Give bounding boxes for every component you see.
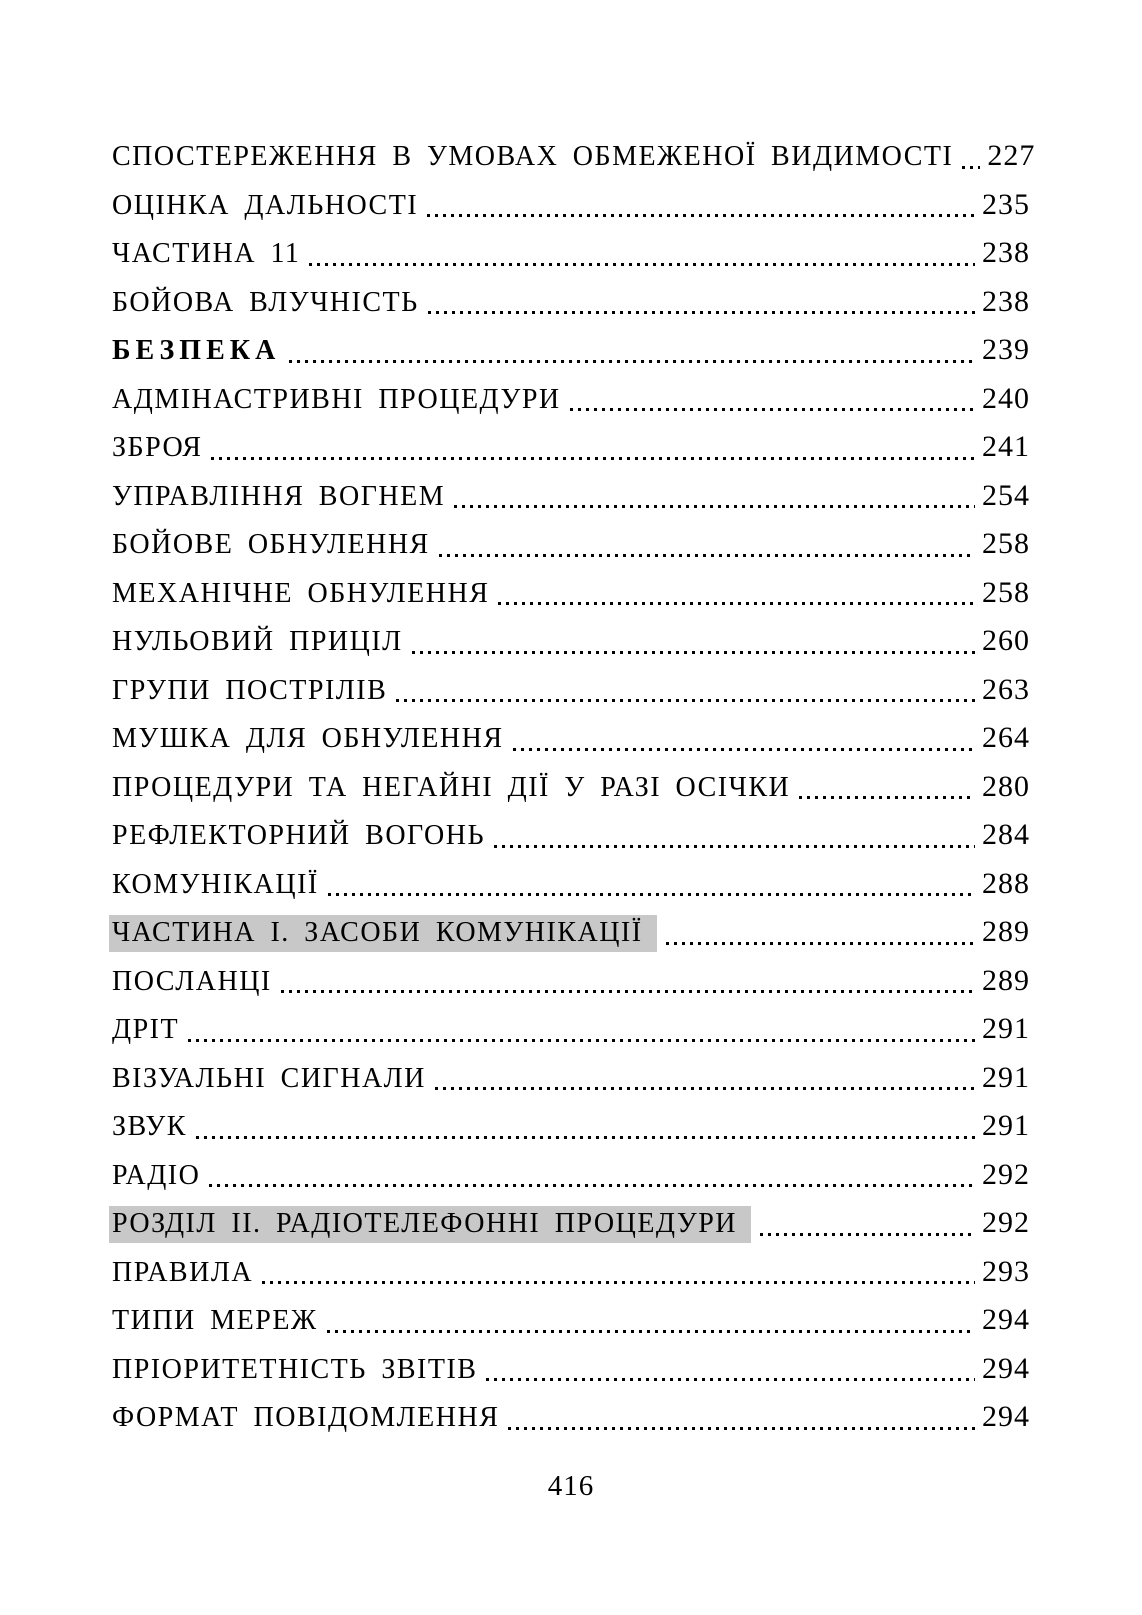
toc-entry-title: НУЛЬОВИЙ ПРИЦІЛ bbox=[112, 626, 403, 657]
toc-entry-title: ПРІОРИТЕТНІСТЬ ЗВІТІВ bbox=[112, 1353, 478, 1385]
toc-entry bbox=[112, 1157, 1030, 1206]
toc-entry-title: ЧАСТИНА І. ЗАСОБИ КОМУНІКАЦІЇ bbox=[109, 915, 657, 952]
toc-entry-title: БОЙОВА ВЛУЧНІСТЬ bbox=[112, 286, 419, 318]
dot-leader bbox=[498, 575, 975, 624]
toc-entry-page-number: 291 bbox=[982, 1109, 1030, 1142]
toc-entry-page-number: 280 bbox=[982, 769, 1030, 803]
dot-leader bbox=[570, 381, 975, 430]
toc-entry-page-number: 292 bbox=[982, 1206, 1030, 1239]
toc-entry bbox=[112, 235, 1030, 284]
toc-entry bbox=[112, 623, 1030, 672]
toc-entry-title: ПРАВИЛА bbox=[112, 1256, 254, 1288]
toc-entry-page-number: 241 bbox=[982, 430, 1030, 463]
dot-leader bbox=[327, 1302, 975, 1351]
dot-leader bbox=[428, 284, 975, 333]
toc-entry bbox=[112, 963, 1030, 1012]
dot-leader bbox=[289, 332, 975, 381]
toc-entry bbox=[112, 914, 1030, 963]
toc-entry bbox=[112, 332, 1030, 381]
dot-leader bbox=[209, 1157, 975, 1206]
toc-entry bbox=[112, 817, 1030, 866]
dot-leader bbox=[281, 963, 975, 1012]
toc-entry-title: ГРУПИ ПОСТРІЛІВ bbox=[112, 674, 388, 706]
toc-entry-title: МЕХАНІЧНЕ ОБНУЛЕННЯ bbox=[112, 577, 490, 609]
toc-entry bbox=[112, 1254, 1030, 1303]
toc-entry-page-number: 294 bbox=[982, 1400, 1030, 1433]
toc-entry bbox=[112, 672, 1030, 721]
toc-entry-title: ЗБРОЯ bbox=[112, 432, 203, 463]
dot-leader bbox=[396, 672, 975, 721]
dot-leader bbox=[412, 623, 975, 672]
toc-entry-page-number: 260 bbox=[982, 624, 1030, 657]
toc-entry bbox=[112, 1108, 1030, 1157]
toc-entry-title: СПОСТЕРЕЖЕННЯ В УМОВАХ ОБМЕЖЕНОЇ ВИДИМОСТІ bbox=[112, 141, 954, 172]
toc-entry-page-number: 227 bbox=[987, 139, 1036, 172]
toc-entry bbox=[112, 1351, 1030, 1400]
toc-entry-title: ДРІТ bbox=[112, 1014, 180, 1045]
toc-entry-title: БОЙОВЕ ОБНУЛЕННЯ bbox=[112, 529, 430, 560]
toc-entry bbox=[112, 1060, 1030, 1109]
dot-leader bbox=[486, 1351, 975, 1400]
toc-entry-title: ПРОЦЕДУРИ ТА НЕГАЙНІ ДІЇ У РАЗІ ОСІЧКИ bbox=[112, 771, 791, 803]
dot-leader bbox=[328, 866, 975, 915]
toc-entry-page-number: 263 bbox=[982, 672, 1030, 706]
toc-entry-page-number: 284 bbox=[982, 818, 1030, 851]
toc-entry bbox=[112, 720, 1030, 769]
dot-leader bbox=[309, 235, 975, 284]
toc-entry-page-number: 291 bbox=[982, 1060, 1030, 1094]
toc-entry-title: БЕЗПЕКА bbox=[112, 335, 281, 366]
toc-entry-title: ЗВУК bbox=[112, 1111, 187, 1142]
dot-leader bbox=[666, 914, 975, 963]
dot-leader bbox=[513, 720, 975, 769]
toc-entry bbox=[112, 575, 1030, 624]
toc-entry-page-number: 254 bbox=[982, 478, 1030, 512]
dot-leader bbox=[508, 1399, 975, 1448]
toc-entry bbox=[112, 769, 1030, 818]
toc-entry bbox=[112, 429, 1030, 478]
toc-entry-page-number: 235 bbox=[982, 187, 1030, 221]
toc-entry-page-number: 293 bbox=[982, 1254, 1030, 1288]
toc-entry-page-number: 258 bbox=[982, 575, 1030, 609]
toc-entry-title: ВІЗУАЛЬНІ СИГНАЛИ bbox=[112, 1062, 426, 1094]
dot-leader bbox=[454, 478, 975, 527]
toc-entry-page-number: 264 bbox=[982, 721, 1030, 754]
dot-leader bbox=[211, 429, 975, 478]
toc-entry-page-number: 291 bbox=[982, 1012, 1030, 1045]
toc-entry-title: ПОСЛАНЦІ bbox=[112, 965, 272, 997]
toc-entry-title: УПРАВЛІННЯ ВОГНЕМ bbox=[112, 480, 446, 512]
toc-entry-page-number: 258 bbox=[982, 527, 1030, 560]
toc-entry-title: КОМУНІКАЦІЇ bbox=[112, 868, 319, 900]
toc-entry-title: МУШКА ДЛЯ ОБНУЛЕННЯ bbox=[112, 723, 504, 754]
toc-entry bbox=[112, 138, 1036, 187]
dot-leader bbox=[262, 1254, 975, 1303]
toc-entry-page-number: 292 bbox=[982, 1157, 1030, 1191]
dot-leader bbox=[494, 817, 975, 866]
toc-entry-page-number: 288 bbox=[982, 866, 1030, 900]
dot-leader bbox=[962, 138, 980, 187]
dot-leader bbox=[435, 1060, 975, 1109]
toc-entry-page-number: 289 bbox=[982, 963, 1030, 997]
toc-entry-page-number: 238 bbox=[982, 236, 1030, 269]
toc-entry-title: РЕФЛЕКТОРНИЙ ВОГОНЬ bbox=[112, 820, 486, 851]
toc-entry bbox=[112, 1011, 1030, 1060]
toc-entry-title: ТИПИ МЕРЕЖ bbox=[112, 1305, 318, 1336]
toc-entry-title: РАДІО bbox=[112, 1159, 201, 1191]
toc-entry bbox=[112, 526, 1030, 575]
toc-entry bbox=[112, 866, 1030, 915]
toc-entry-title: РОЗДІЛ ІІ. РАДІОТЕЛЕФОННІ ПРОЦЕДУРИ bbox=[109, 1206, 751, 1243]
toc-entry-title: АДМІНАСТРИВНІ ПРОЦЕДУРИ bbox=[112, 383, 561, 415]
dot-leader bbox=[196, 1108, 975, 1157]
toc-entry-title: ФОРМАТ ПОВІДОМЛЕННЯ bbox=[112, 1402, 500, 1433]
toc-entry-title: ЧАСТИНА 11 bbox=[112, 238, 301, 269]
toc-entry-page-number: 239 bbox=[982, 333, 1030, 366]
dot-leader bbox=[188, 1011, 975, 1060]
dot-leader bbox=[760, 1205, 975, 1254]
toc-entry-page-number: 289 bbox=[982, 915, 1030, 948]
toc-list bbox=[112, 138, 1036, 1448]
dot-leader bbox=[439, 526, 975, 575]
toc-entry bbox=[112, 478, 1030, 527]
folio-page-number: 416 bbox=[547, 1470, 595, 1502]
toc-entry bbox=[112, 187, 1030, 236]
toc-entry bbox=[112, 1302, 1030, 1351]
toc-entry-title: ОЦІНКА ДАЛЬНОСТІ bbox=[112, 189, 419, 221]
dot-leader bbox=[427, 187, 975, 236]
toc-entry bbox=[112, 381, 1030, 430]
toc-entry-page-number: 240 bbox=[982, 381, 1030, 415]
dot-leader bbox=[799, 769, 975, 818]
toc-entry bbox=[112, 1205, 1030, 1254]
toc-entry bbox=[112, 284, 1030, 333]
toc-entry-page-number: 294 bbox=[982, 1303, 1030, 1336]
toc-entry bbox=[112, 1399, 1030, 1448]
toc-entry-page-number: 238 bbox=[982, 284, 1030, 318]
toc-entry-page-number: 294 bbox=[982, 1351, 1030, 1385]
